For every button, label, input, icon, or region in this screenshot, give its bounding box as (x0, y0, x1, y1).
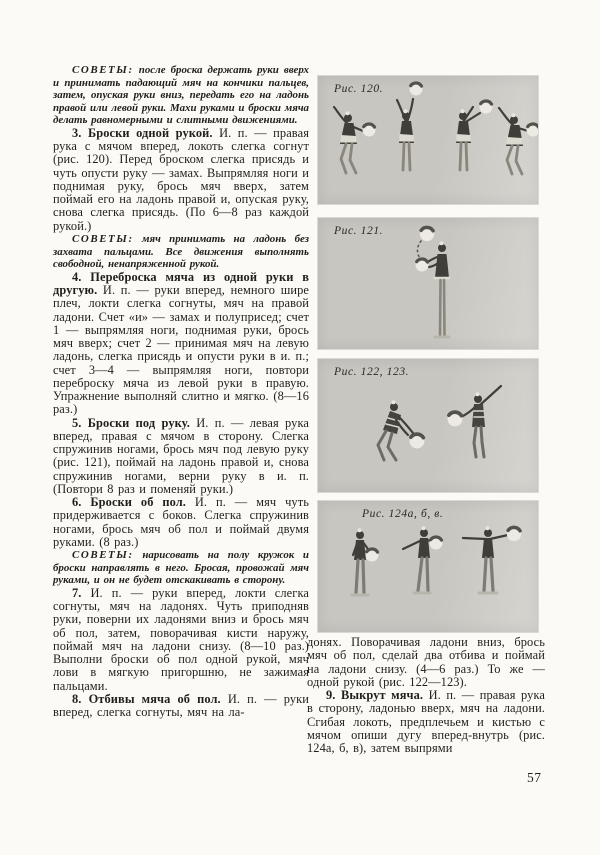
paragraph-text: после броска держать руки вверх и принимать падающий мяч на кончики пальцев, затем, опуская руки вниз, передать его на ладонь правой или левой руки. Махи руками и броски мяча делать равномерными и слитными движениями. (53, 64, 309, 127)
paragraph-lead: 3. Броски одной рукой. (72, 125, 213, 140)
paragraph-lead: 7. (72, 585, 82, 600)
paragraph-text: И. п. — руки вперед, слегка согнуты, мяч на ла- (53, 691, 309, 720)
paragraph-text: И. п. — правая рука в сторону, ладонью вверх, мяч на ладони. Сгибая локоть, предплечьем и кистью с мячом опиши дугу вперед-внутрь (рис. 124а, б, в), затем выпрями (307, 688, 545, 755)
figure-illustration-gymnasts-throwing-ball (318, 76, 538, 204)
paragraph-text: И. п. — правая рука с мячом вперед, локоть слегка согнут (рис. 120). Перед броском слегка присядь и чуть опусти руку — замах. Выпрямляя ноги и поднимая руку, брось мяч вверх, затем поймай его на ладонь правой и, опуская руку, снова слегка присядь. (По 6—8 раз каждой рукой.) (53, 125, 309, 233)
paragraph-text: И. п. — левая рука вперед, правая с мячом в сторону. Слегка спружинив ногами, брось мяч под левую руку (рис. 121), поймай на ладонь правой и, снова спружинив ногами, верни руку в и. п. (Повтори 8 раз и поменяй руки.) (53, 415, 310, 496)
left-text-column (53, 64, 309, 719)
paragraph-lead: СОВЕТЫ: (72, 549, 134, 561)
exercise-paragraph-9 (307, 689, 545, 755)
paragraph-text: нарисовать на полу кружок и броски направлять в него. Бросая, провожай мяч руками, и он не будет отскакивать в сторону. (53, 549, 309, 587)
paragraph-text: И. п. — руки вперед, локти слегка согнуты, мяч на ладонях. Чуть приподняв руки, поверни их ладонями вниз и брось мяч об пол, затем, поворачивая кисти наружу, поймай мяч на ладони снизу. (8—10 раз.) Выполни броски об пол одной рукой, мяч лови в мягкую пригоршню, не зажимая пальцами. (53, 585, 309, 693)
exercise-paragraph-8-continued (307, 636, 545, 689)
advice-paragraph (53, 233, 309, 271)
figure-illustration-bouncing-ball (318, 359, 538, 492)
paragraph-text: И. п. — мяч чуть придерживается с боков. Слегка спружинив ногами, брось мяч об пол и поймай двумя руками. (8 раз.) (53, 495, 309, 549)
paragraph-lead: 6. Броски об пол. (72, 495, 186, 509)
paragraph-lead: СОВЕТЫ: (72, 64, 134, 76)
figure-caption: Рис. 121. (334, 225, 384, 237)
figure-panel-122-123 (318, 359, 538, 492)
paragraph-lead: 8. Отбивы мяча об пол. (72, 691, 221, 706)
paragraph-lead: 9. Выкрут мяча. (326, 688, 424, 702)
paragraph-lead: 4. Переброска мяча из одной руки в другую. (53, 269, 309, 297)
exercise-paragraph-7 (53, 587, 309, 693)
figures-column (318, 76, 538, 632)
figure-panel-121 (318, 218, 538, 349)
figure-panel-124 (318, 501, 538, 632)
exercise-paragraph-8 (53, 693, 309, 720)
paragraph-lead: СОВЕТЫ: (72, 232, 134, 245)
exercise-paragraph-3 (53, 127, 309, 233)
page-number: 57 (527, 770, 542, 785)
figure-illustration-throw-under-arm (318, 218, 538, 349)
figure-caption: Рис. 124а, б, в. (362, 508, 444, 520)
paragraph-text: мяч принимать на ладонь без захвата пальцами. Все движения выполнять свободной, ненапряженной рукой. (53, 232, 309, 271)
figure-illustration-ball-wrist-circle (318, 501, 538, 632)
paragraph-text: донях. Поворачивая ладони вниз, брось мяч об пол, сделай два отбива и поймай на ладони снизу. (4—6 раз.) То же — одной рукой (рис. 122—123). (307, 635, 545, 689)
paragraph-lead: 5. Броски под руку. (72, 415, 190, 430)
advice-paragraph (53, 64, 309, 127)
paragraph-text: И. п. — руки вперед, немного шире плеч, локти слегка согнуты, мяч на правой ладони. Счет «и» — замах и полуприсед; счет 1 — выпрямляя ноги, поднимая руки, брось мяч вверх; счет 2 — принимая мяч на левую ладонь, слегка присядь и опусти руки в и. п.; счет 3—4 — выпрямляя ноги, повтори переброску мяча из левой руки в правую. Упражнение выполняй слитно и мягко. (8—16 раз.) (53, 283, 309, 417)
right-text-column (307, 636, 545, 755)
exercise-paragraph-5 (53, 417, 309, 497)
figure-caption: Рис. 122, 123. (334, 366, 410, 378)
exercise-paragraph-4 (53, 271, 309, 417)
exercise-paragraph-6 (53, 496, 309, 549)
figure-caption: Рис. 120. (334, 83, 384, 95)
advice-paragraph (53, 549, 309, 587)
figure-panel-120 (318, 76, 538, 204)
